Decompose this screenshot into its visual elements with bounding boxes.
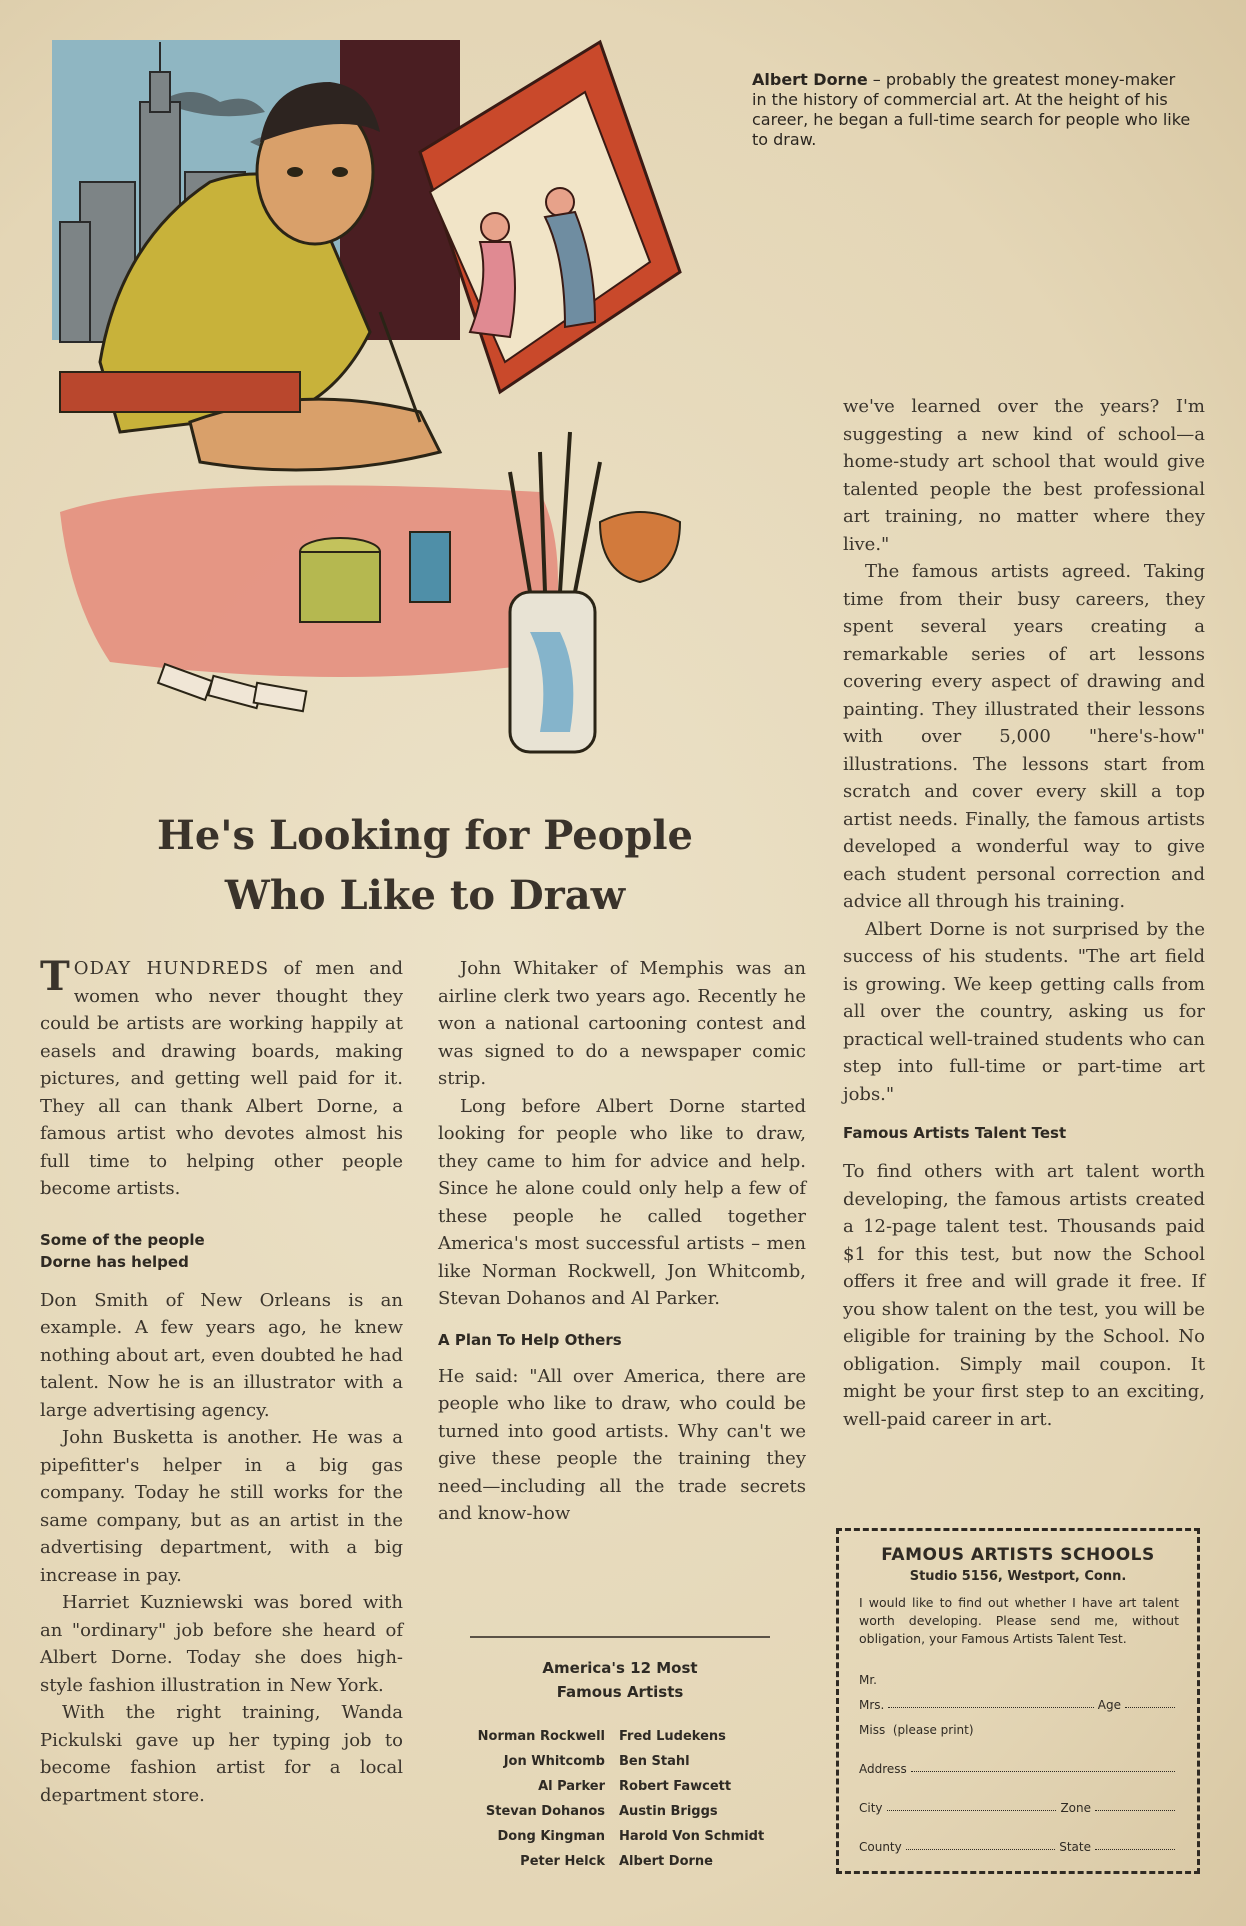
subhead-plan: A Plan To Help Others bbox=[438, 1330, 622, 1349]
artist-name: Dong Kingman bbox=[497, 1829, 605, 1844]
artist-name: Stevan Dohanos bbox=[485, 1804, 605, 1819]
paragraph: To find others with art talent worth developing, the famous artists created a 12-page talent test. Thousands paid $1 for this test, but now the School offers it free and will grade it free. If you show talent on the test, you will be eligible for training by the School. No obligation. Simply mail coupon. It might be your first step to an exciting, well-paid career in art. bbox=[843, 1161, 1205, 1430]
artist-name: Austin Briggs bbox=[619, 1804, 718, 1819]
artist-row bbox=[430, 1749, 820, 1774]
print-note: (please print) bbox=[892, 1723, 974, 1737]
artist-row bbox=[430, 1824, 820, 1849]
subhead-talent-test: Famous Artists Talent Test bbox=[843, 1124, 1067, 1142]
intro-text: of men and women who never thought they could be artists are working happily at easels and drawing boards, making pictures, and getting well paid for it. They all can thank Albert Dorne, a famous artist who devotes almost his full time to helping other people become artists. bbox=[40, 958, 403, 1199]
mrs-field[interactable] bbox=[859, 1687, 1179, 1712]
mrs-label: Mrs. bbox=[859, 1698, 885, 1712]
intro-paragraph bbox=[40, 955, 403, 1203]
zone-label: Zone bbox=[1060, 1801, 1091, 1815]
paragraph: Don Smith of New Orleans is an example. A few years ago, he knew nothing about art, even doubted he had talent. Now he is an illustrator with a large advertising agency. bbox=[40, 1289, 403, 1421]
paragraph: John Busketta is another. He was a pipefitter's helper in a big gas company. Today he still works for the same company, but as an artist in the advertising department, with a big increase in pay. bbox=[40, 1427, 403, 1586]
artist-name: Ben Stahl bbox=[619, 1754, 690, 1769]
coupon-title: FAMOUS ARTISTS SCHOOLS bbox=[881, 1545, 1155, 1565]
mail-coupon[interactable] bbox=[836, 1528, 1200, 1874]
city-label: City bbox=[859, 1801, 883, 1815]
paragraph: The famous artists agreed. Taking time from their busy careers, they spent several years creating a remarkable series of art lessons covering every aspect of drawing and painting. They illustrated their lessons with over 5,000 "here's-how" illustrations. The lessons start from scratch and cover every skill a top artist needs. Finally, the famous artists developed a wonderful way to give each student personal correction and advice all through his training. bbox=[843, 561, 1205, 912]
artist-name: Albert Dorne bbox=[619, 1854, 713, 1869]
column-2 bbox=[438, 955, 806, 1528]
paragraph: He said: "All over America, there are people who like to draw, who could be turned into good artists. Why can't we give these people the training they need—including all the trade secrets and know-how bbox=[438, 1365, 806, 1524]
address-label: Address bbox=[859, 1762, 907, 1776]
column-3 bbox=[843, 393, 1205, 1433]
artists-title-line-1: America's 12 Most bbox=[542, 1659, 698, 1677]
headline-line-1: He's Looking for People bbox=[157, 812, 693, 859]
miss-label: Miss bbox=[859, 1723, 886, 1737]
coupon-fields bbox=[859, 1662, 1179, 1854]
paragraph: Harriet Kuzniewski was bored with an "ordinary" job before she heard of Albert Dorne. Today she does high-style fashion illustration in New York. bbox=[40, 1592, 403, 1696]
artist-row bbox=[430, 1849, 820, 1874]
paragraph: Albert Dorne is not surprised by the success of his students. "The art field is growing. We keep getting calls from all over the country, asking us for practical well-trained students who can step into full-time or part-time art jobs." bbox=[843, 918, 1205, 1105]
artist-row bbox=[430, 1774, 820, 1799]
artists-title bbox=[440, 1656, 800, 1704]
illustration-caption bbox=[752, 70, 1192, 150]
city-zone-field[interactable] bbox=[859, 1790, 1179, 1815]
artist-name: Al Parker bbox=[538, 1779, 605, 1794]
artists-title-line-2: Famous Artists bbox=[556, 1683, 684, 1701]
caption-name: Albert Dorne bbox=[752, 70, 868, 89]
artist-name: Harold Von Schmidt bbox=[619, 1829, 765, 1844]
artist-name: Norman Rockwell bbox=[477, 1729, 605, 1744]
address-field[interactable] bbox=[859, 1751, 1179, 1776]
paragraph: John Whitaker of Memphis was an airline clerk two years ago. Recently he won a national cartooning contest and was signed to do a newspaper comic strip. bbox=[438, 958, 806, 1089]
subhead-line-1: Some of the people bbox=[40, 1230, 205, 1249]
county-state-field[interactable] bbox=[859, 1829, 1179, 1854]
headline bbox=[80, 806, 770, 926]
albert-dorne-illustration bbox=[40, 32, 820, 802]
caption-text: – probably the greatest money-maker in the history of commercial art. At the height of his career, he began a full-time search for people who like to draw. bbox=[752, 70, 1191, 149]
paragraph: With the right training, Wanda Pickulski gave up her typing job to become fashion artist for a local department store. bbox=[40, 1702, 403, 1806]
paragraph: we've learned over the years? I'm suggesting a new kind of school—a home-study art school that would give talented people the best professional art training, no matter where they live." bbox=[843, 396, 1205, 555]
age-label: Age bbox=[1097, 1698, 1121, 1712]
subhead-people-helped bbox=[40, 1229, 403, 1273]
subhead-line-2: Dorne has helped bbox=[40, 1252, 189, 1271]
miss-field[interactable] bbox=[859, 1712, 1179, 1737]
artist-name: Peter Helck bbox=[520, 1854, 605, 1869]
artist-name: Robert Fawcett bbox=[619, 1779, 732, 1794]
paragraph: Long before Albert Dorne started looking for people who like to draw, they came to him for advice and help. Since he alone could only help a few of these people he called together America's most successful artists – men like Norman Rockwell, Jon Whitcomb, Stevan Dohanos and Al Parker. bbox=[438, 1095, 806, 1309]
headline-line-2: Who Like to Draw bbox=[224, 872, 626, 919]
artist-name: Jon Whitcomb bbox=[503, 1754, 605, 1769]
column-1 bbox=[40, 955, 403, 1809]
county-label: County bbox=[859, 1840, 902, 1854]
mr-field[interactable] bbox=[859, 1662, 1179, 1687]
mr-label: Mr. bbox=[859, 1673, 877, 1687]
state-label: State bbox=[1059, 1840, 1091, 1854]
divider bbox=[470, 1636, 770, 1638]
artists-list bbox=[430, 1724, 820, 1874]
drop-cap: T bbox=[40, 953, 70, 1000]
intro-smallcaps: ODAY HUNDREDS bbox=[73, 958, 270, 979]
artist-row bbox=[430, 1799, 820, 1824]
coupon-studio: Studio 5156, Westport, Conn. bbox=[909, 1569, 1127, 1584]
artist-row bbox=[430, 1724, 820, 1749]
artist-name: Fred Ludekens bbox=[619, 1729, 726, 1744]
coupon-body: I would like to find out whether I have art talent worth developing. Please send me, without obligation, your Famous Artists Talent Test. bbox=[859, 1595, 1179, 1646]
